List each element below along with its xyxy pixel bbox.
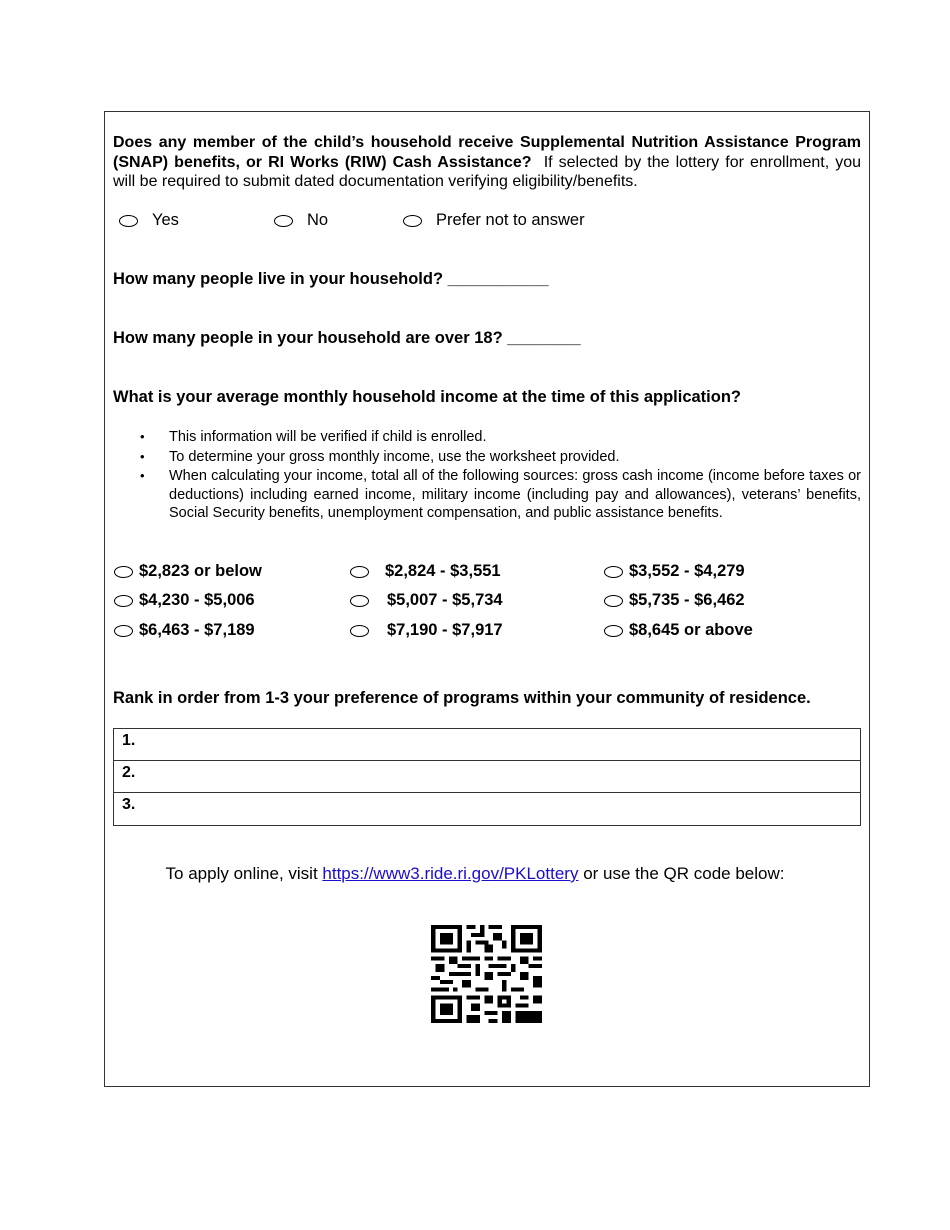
income-option[interactable]: $7,190 - $7,917 (350, 621, 503, 640)
snap-option-prefer-not[interactable] (403, 211, 585, 230)
income-option[interactable]: $5,735 - $6,462 (604, 591, 745, 610)
snap-option-label: Prefer not to answer (436, 211, 585, 229)
income-option[interactable]: $5,007 - $5,734 (350, 591, 503, 610)
bullet-icon: • (140, 429, 145, 444)
income-option[interactable]: $2,824 - $3,551 (350, 562, 501, 581)
income-option[interactable]: $6,463 - $7,189 (114, 621, 255, 640)
radio-icon[interactable] (114, 566, 133, 578)
snap-question-bold: Does any member of the child’s household receive Supplemental Nutrition Assistance Program (SNAP) benefits, or RI Works (RIW) Cash Assistance? (113, 134, 861, 171)
radio-icon[interactable] (604, 566, 623, 578)
radio-icon[interactable] (604, 595, 623, 607)
rank-row[interactable]: 2. (114, 761, 860, 793)
rank-question: Rank in order from 1-3 your preference of programs within your community of residence. (113, 689, 811, 707)
radio-icon[interactable] (350, 625, 369, 637)
snap-option-label: Yes (152, 211, 179, 229)
snap-question (113, 133, 861, 192)
rank-row[interactable]: 1. (114, 729, 860, 761)
income-option[interactable]: $3,552 - $4,279 (604, 562, 745, 581)
radio-icon[interactable] (274, 215, 293, 227)
rank-row[interactable]: 3. (122, 796, 136, 813)
radio-icon[interactable] (119, 215, 138, 227)
snap-question-note: If selected by the lottery for enrollment, you will be required to submit dated documentation verifying eligibility/benefits. (113, 153, 862, 190)
apply-online-text: To apply online, visit https://www3.ride.ri.gov/PKLottery or use the QR code below: (165, 864, 785, 883)
income-notes (140, 428, 861, 524)
rank-table (113, 728, 861, 826)
household-size-question[interactable]: How many people live in your household? ___________ (113, 270, 549, 288)
bullet-icon: • (140, 468, 145, 483)
income-option[interactable]: $2,823 or below (114, 562, 262, 581)
income-note: • When calculating your income, total all of the following sources: gross cash income (income before taxes or deductions) including earned income, military income (including pay and allowances), veterans’ benefits, Social Security benefits, unemployment compensation, and public assistance benefits. (140, 468, 861, 521)
qr-code-icon (431, 925, 542, 1023)
lottery-link[interactable]: https://www3.ride.ri.gov/PKLottery (322, 864, 579, 883)
income-option[interactable]: $8,645 or above (604, 621, 753, 640)
snap-option-no[interactable] (274, 211, 328, 230)
radio-icon[interactable] (114, 595, 133, 607)
radio-icon[interactable] (350, 595, 369, 607)
income-question: What is your average monthly household income at the time of this application? (113, 388, 741, 406)
snap-option-label: No (307, 211, 329, 229)
radio-icon[interactable] (114, 625, 133, 637)
income-option[interactable]: $4,230 - $5,006 (114, 591, 255, 610)
radio-icon[interactable] (350, 566, 369, 578)
radio-icon[interactable] (604, 625, 623, 637)
radio-icon[interactable] (403, 215, 422, 227)
bullet-icon: • (140, 448, 145, 464)
income-note: • To determine your gross monthly income, use the worksheet provided. (140, 448, 620, 465)
household-adults-question[interactable]: How many people in your household are over 18? ________ (113, 329, 581, 347)
snap-option-yes[interactable] (119, 211, 179, 230)
income-note: • This information will be verified if child is enrolled. (140, 429, 487, 445)
